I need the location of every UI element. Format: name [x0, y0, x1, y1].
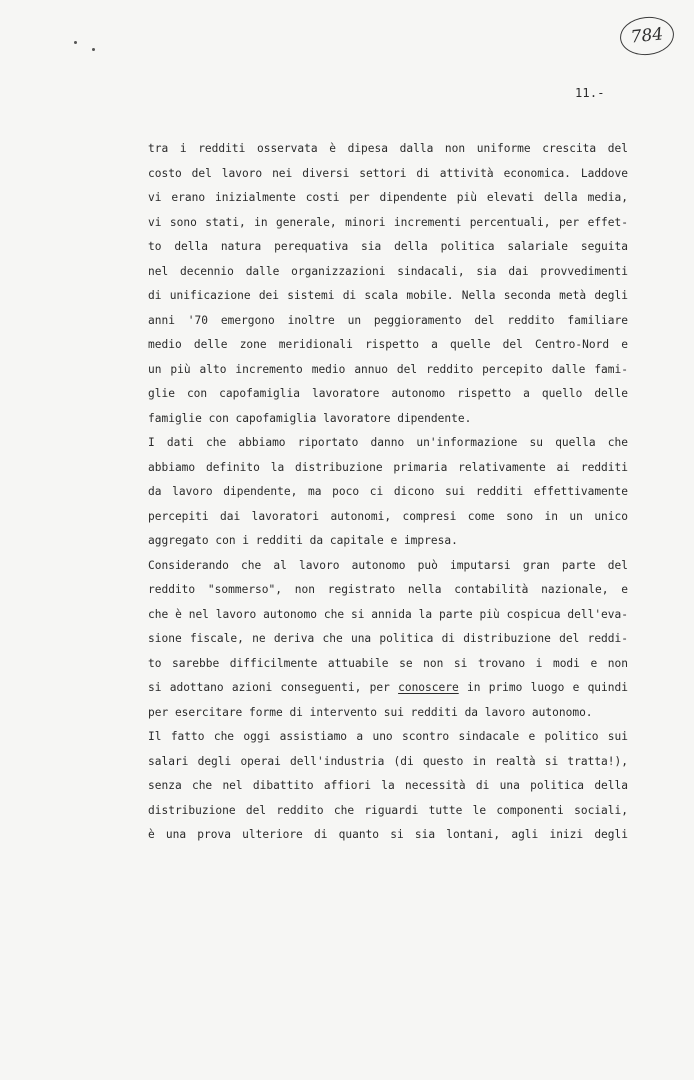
text-line: percepiti dai lavoratori autonomi, compresi come sono in un unico	[148, 509, 628, 523]
text-line: I dati che abbiamo riportato danno un'informazione su quella che	[148, 436, 628, 449]
page-number: 11.-	[575, 86, 605, 100]
scan-speck	[92, 48, 95, 51]
text-line: to sarebbe difficilmente attuabile se non si trovano i modi e non	[148, 656, 628, 670]
text-segment: si adottano azioni conseguenti, per	[148, 681, 399, 694]
text-line: reddito "sommerso", non registrato nella contabilità nazionale, e	[148, 583, 628, 596]
underlined-word: conoscere	[398, 681, 459, 694]
text-line: senza che nel dibattito affiori la necessità di una politica della	[148, 779, 628, 792]
text-line: to della natura perequativa sia della politica salariale seguita	[148, 240, 628, 253]
text-line: distribuzione del reddito che riguardi tutte le componenti sociali,	[148, 803, 628, 817]
text-line: anni '70 emergono inoltre un peggioramento del reddito familiare	[148, 313, 628, 327]
text-line: di unificazione dei sistemi di scala mobile. Nella seconda metà degli	[148, 289, 628, 302]
text-line: vi sono stati, in generale, minori incrementi percentuali, per effet-	[148, 215, 628, 229]
text-line: vi erano inizialmente costi per dipendente più elevati della media,	[148, 191, 628, 204]
text-line: famiglie con capofamiglia lavoratore dipendente.	[148, 411, 472, 425]
archive-stamp	[618, 14, 676, 57]
text-segment: in primo luogo e quindi	[466, 681, 628, 694]
text-line-with-underline	[148, 676, 628, 701]
text-line: abbiamo definito la distribuzione primaria relativamente ai redditi	[148, 460, 628, 474]
text-line: che è nel lavoro autonomo che si annida la parte più cospicua dell'eva-	[148, 607, 628, 621]
text-line: medio delle zone meridionali rispetto a quelle del Centro-Nord e	[148, 338, 628, 351]
scan-speck	[74, 41, 77, 44]
text-line: da lavoro dipendente, ma poco ci dicono sui redditi effettivamente	[148, 485, 628, 498]
text-line: tra i redditi osservata è dipesa dalla non uniforme crescita del	[148, 142, 628, 155]
text-line: un più alto incremento medio annuo del reddito percepito dalle fami-	[148, 362, 628, 376]
text-segment	[459, 681, 467, 694]
text-line: aggregato con i redditi da capitale e impresa.	[148, 534, 458, 547]
text-line: Considerando che al lavoro autonomo può imputarsi gran parte del	[148, 558, 628, 572]
text-line: per esercitare forme di intervento sui redditi da lavoro autonomo.	[148, 705, 593, 719]
text-line: sione fiscale, ne deriva che una politica di distribuzione del reddi-	[148, 632, 628, 645]
stamp-number: 784	[629, 24, 665, 48]
text-line: glie con capofamiglia lavoratore autonomo rispetto a quello delle	[148, 387, 628, 400]
body-text	[148, 137, 628, 848]
text-line: Il fatto che oggi assistiamo a uno scontro sindacale e politico sui	[148, 730, 628, 743]
text-line: salari degli operai dell'industria (di questo in realtà si tratta!),	[148, 754, 628, 768]
text-line: costo del lavoro nei diversi settori di attività economica. Laddove	[148, 166, 628, 180]
text-line: è una prova ulteriore di quanto si sia lontani, agli inizi degli	[148, 828, 628, 841]
text-line: nel decennio dalle organizzazioni sindacali, sia dai provvedimenti	[148, 264, 628, 278]
